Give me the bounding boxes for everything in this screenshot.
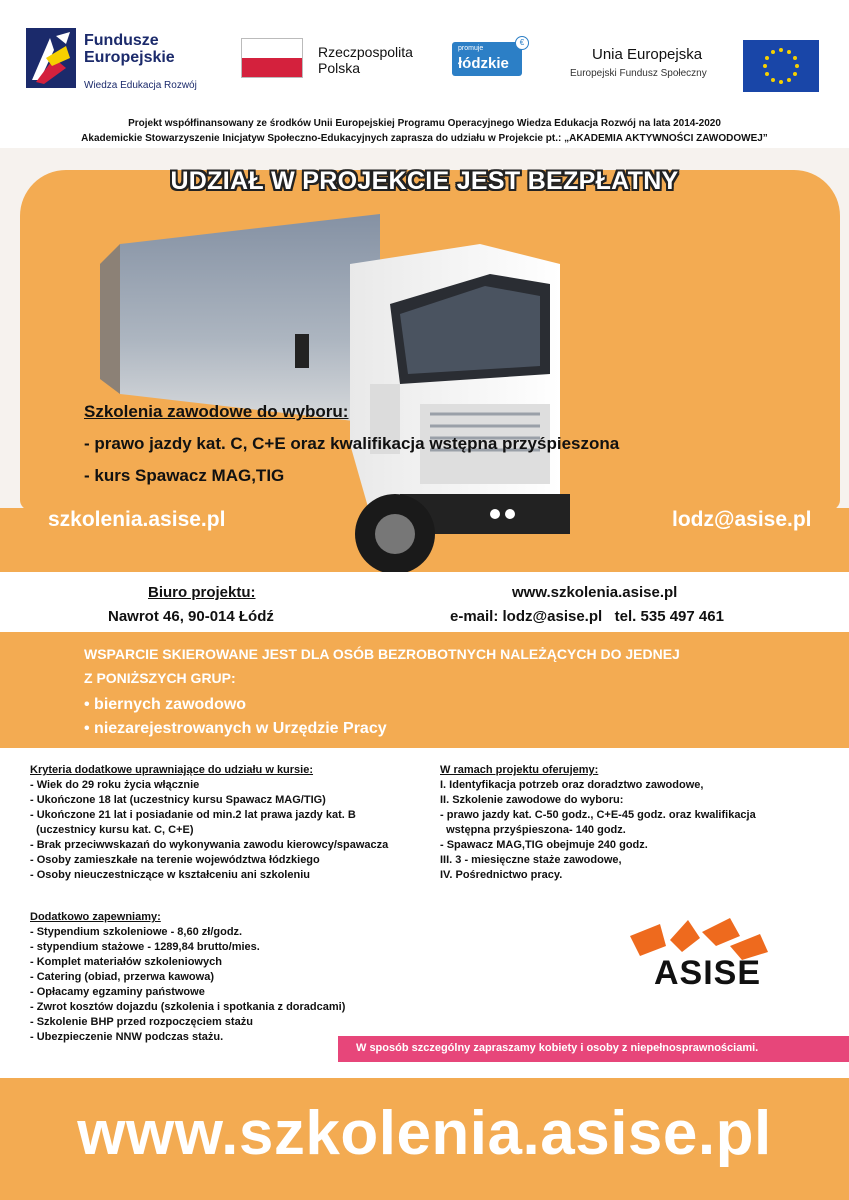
project-desc-line1: Projekt współfinansowany ze środków Unii Europejskiej Programu Operacyjnego Wiedza Edukacja Rozwój na lata 2014-2020 bbox=[128, 118, 721, 129]
additional-section bbox=[30, 910, 430, 1045]
offer-item: IV. Pośrednictwo pracy. bbox=[440, 869, 563, 881]
logo-bar bbox=[0, 0, 849, 108]
additional-item: - Komplet materiałów szkoleniowych bbox=[30, 956, 222, 968]
fe-subtitle: Wiedza Edukacja Rozwój bbox=[84, 80, 197, 91]
asise-logo-text: ASISE bbox=[654, 954, 762, 992]
criteria-item: - Ukończone 18 lat (uczestnicy kursu Spawacz MAG/TIG) bbox=[30, 794, 326, 806]
offer-item: II. Szkolenie zawodowe do wyboru: bbox=[440, 794, 624, 806]
criteria-item: - Brak przeciwwskazań do wykonywania zawodu kierowcy/spawacza bbox=[30, 839, 389, 851]
criteria-section bbox=[30, 763, 440, 883]
criteria-item: - Ukończone 21 lat i posiadanie od min.2 lat prawa jazdy kat. B bbox=[30, 809, 356, 821]
training-item: - kurs Spawacz MAG,TIG bbox=[84, 466, 285, 485]
rp-title: Rzeczpospolita Polska bbox=[318, 44, 413, 76]
criteria-item: - Osoby zamieszkałe na terenie województwa łódzkiego bbox=[30, 854, 320, 866]
invitation-text: W sposób szczególny zapraszamy kobiety i osoby z niepełnosprawnościami. bbox=[356, 1042, 759, 1054]
criteria-item: (uczestnicy kursu kat. C, C+E) bbox=[30, 824, 194, 836]
additional-item: - Catering (obiad, przerwa kawowa) bbox=[30, 971, 214, 983]
lodzkie-badge-icon: € bbox=[515, 36, 529, 50]
polish-flag-icon bbox=[241, 38, 303, 78]
offer-item: III. 3 - miesięczne staże zawodowe, bbox=[440, 854, 622, 866]
ue-subtitle: Europejski Fundusz Społeczny bbox=[570, 68, 707, 79]
training-item: - prawo jazdy kat. C, C+E oraz kwalifikacja wstępna przyśpieszona bbox=[84, 434, 620, 453]
footer-url: www.szkolenia.asise.pl bbox=[77, 1099, 772, 1168]
offer-item: wstępna przyśpieszona- 140 godz. bbox=[440, 824, 626, 836]
offer-item: - Spawacz MAG,TIG obejmuje 240 godz. bbox=[440, 839, 648, 851]
criteria-title: Kryteria dodatkowe uprawniające do udziału w kursie: bbox=[30, 764, 314, 776]
additional-item: - Szkolenie BHP przed rozpoczęciem stażu bbox=[30, 1016, 253, 1028]
additional-item: - Ubezpieczenie NNW podczas stażu. bbox=[30, 1031, 224, 1043]
fundusze-europejskie-logo bbox=[26, 28, 76, 88]
hero-email: lodz@asise.pl bbox=[672, 508, 812, 531]
lodzkie-big: łódzkie bbox=[458, 55, 509, 72]
office-address: Nawrot 46, 90-014 Łódź bbox=[108, 608, 274, 625]
lodzkie-logo bbox=[452, 42, 522, 76]
support-line1: WSPARCIE SKIEROWANE JEST DLA OSÓB BEZROBOTNYCH NALEŻĄCYCH DO JEDNEJ bbox=[84, 646, 680, 662]
criteria-item: - Wiek do 29 roku życia włącznie bbox=[30, 779, 200, 791]
offer-title: W ramach projektu oferujemy: bbox=[440, 764, 599, 776]
office-url: www.szkolenia.asise.pl bbox=[512, 584, 678, 601]
project-desc-line2: Akademickie Stowarzyszenie Inicjatyw Społeczno-Edukacyjnych zaprasza do udziału w Projekcie pt.: „AKADEMIA AKTYWNOŚCI ZAWODOWEJ” bbox=[81, 133, 768, 144]
additional-title: Dodatkowo zapewniamy: bbox=[30, 911, 161, 923]
training-title: Szkolenia zawodowe do wyboru: bbox=[84, 402, 349, 421]
hero-section bbox=[0, 148, 849, 572]
office-label: Biuro projektu: bbox=[148, 584, 256, 601]
additional-item: - stypendium stażowe - 1289,84 brutto/mies. bbox=[30, 941, 260, 953]
ue-title: Unia Europejska bbox=[592, 46, 703, 63]
hero-title: UDZIAŁ W PROJEKCIE JEST BEZPŁATNY bbox=[170, 167, 679, 195]
eu-flag-icon bbox=[743, 40, 819, 92]
project-description bbox=[0, 116, 849, 146]
office-contact: e-mail: lodz@asise.pl tel. 535 497 461 bbox=[450, 608, 724, 625]
offer-item: - prawo jazdy kat. C-50 godz., C+E-45 godz. oraz kwalifikacja bbox=[440, 809, 756, 821]
hero-url: szkolenia.asise.pl bbox=[48, 508, 226, 531]
lodzkie-small: promuje bbox=[458, 45, 484, 52]
fe-title: Fundusze Europejskie bbox=[84, 32, 175, 66]
offer-section bbox=[440, 763, 820, 883]
offer-item: I. Identyfikacja potrzeb oraz doradztwo zawodowe, bbox=[440, 779, 704, 791]
support-line2: Z PONIŻSZYCH GRUP: bbox=[84, 670, 236, 686]
criteria-item: - Osoby nieuczestniczące w kształceniu ani szkoleniu bbox=[30, 869, 310, 881]
support-item: • niezarejestrowanych w Urzędzie Pracy bbox=[84, 720, 387, 737]
additional-item: - Opłacamy egzaminy państwowe bbox=[30, 986, 205, 998]
additional-item: - Stypendium szkoleniowe - 8,60 zł/godz. bbox=[30, 926, 243, 938]
support-item: • biernych zawodowo bbox=[84, 696, 247, 713]
additional-item: - Zwrot kosztów dojazdu (szkolenia i spotkania z doradcami) bbox=[30, 1001, 346, 1013]
